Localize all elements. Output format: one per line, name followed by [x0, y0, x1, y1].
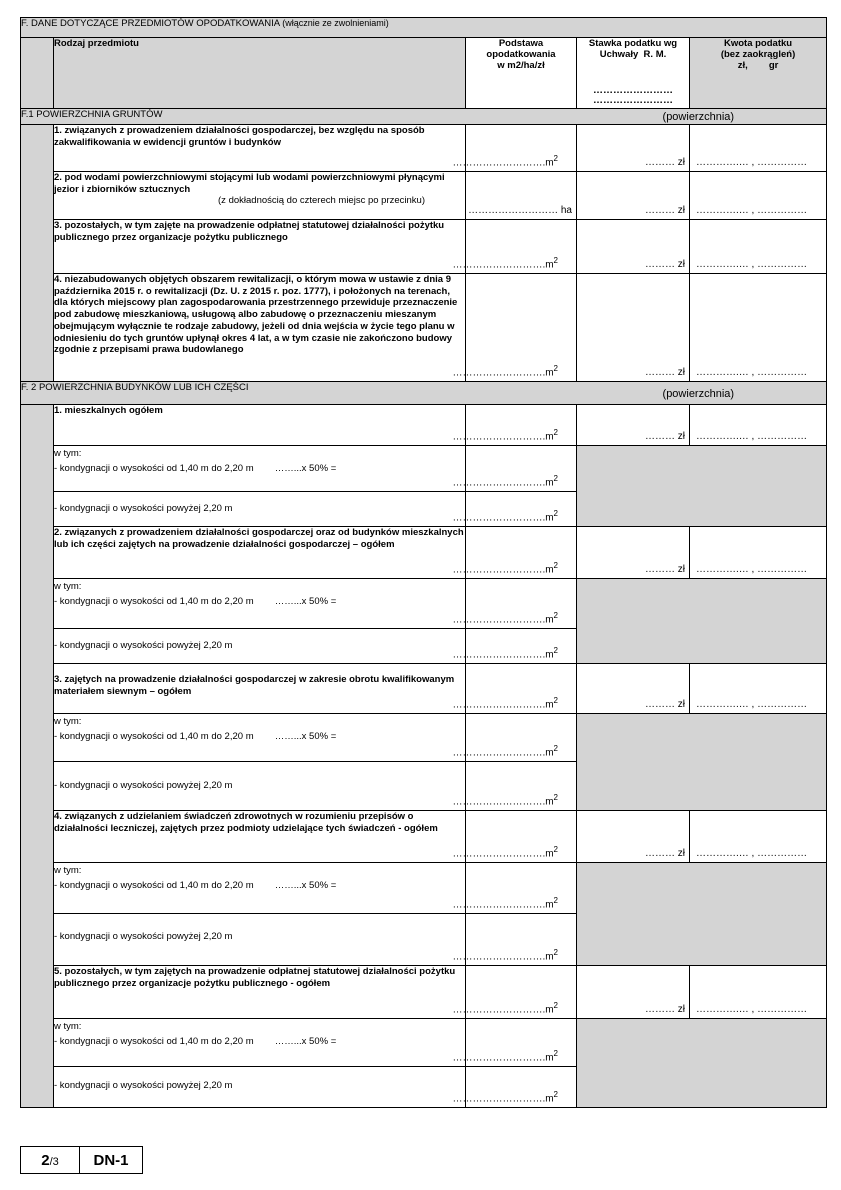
page-footer — [20, 1146, 143, 1174]
header-amount: Kwota podatku (bez zaokrągleń) zł, gr — [690, 38, 827, 109]
f2-3-low-base[interactable]: $\dots\dots\dots\dots\dots\dots\dots\dots\dots.m^2$ — [466, 714, 577, 762]
f2-3-amount[interactable]: ………….… , …………… — [690, 664, 827, 714]
header-rate: Stawka podatku wg Uchwały R. M. …………………… …………………… — [577, 38, 690, 109]
f2-1-amount[interactable]: ………….… , …………… — [690, 405, 827, 446]
f2-3-high-base[interactable]: $\dots\dots\dots\dots\dots\dots\dots\dots\dots.m^2$ — [466, 762, 577, 811]
f1-3-amount[interactable]: ………….… , …………… — [690, 220, 827, 274]
section-title: F. DANE DOTYCZĄCE PRZEDMIOTÓW OPODATKOWANIA (włącznie ze zwolnieniami) — [21, 18, 827, 38]
f2-1-base[interactable]: $\dots\dots\dots\dots\dots\dots\dots\dots\dots.m^2$ — [466, 405, 577, 446]
f2-4-low-base[interactable]: $\dots\dots\dots\dots\dots\dots\dots\dots\dots.m^2$ — [466, 863, 577, 914]
f1-row-2 — [21, 172, 827, 220]
f1-3-base[interactable]: $\dots\dots\dots\dots\dots\dots\dots\dots\dots.m^2$ — [466, 220, 577, 274]
f1-1-rate[interactable]: ……… zł — [577, 125, 690, 172]
f1-item-3: 3. pozostałych, w tym zajęte na prowadzenie odpłatnej statutowej działalności pożytku publicznego przez organizacje pożytku publicznego — [54, 220, 445, 243]
f2-1-sub-low: w tym: - kondygnacji o wysokości od 1,40 m do 2,20 m ……...x 50% = $\dots\dots\dots\dots\dots\dots\dots\dots\dots.m^2$ — [21, 446, 827, 492]
rate-dots-2: …………………… — [593, 95, 673, 106]
f1-1-amount[interactable]: ………….… , …………… — [690, 125, 827, 172]
f2-4-base[interactable]: $\dots\dots\dots\dots\dots\dots\dots\dots\dots.m^2$ — [466, 811, 577, 863]
section-subtitle: (włącznie ze zwolnieniami) — [282, 18, 389, 28]
f2-3-sub-low: w tym: - kondygnacji o wysokości od 1,40 m do 2,20 m ……...x 50% = $\dots\dots\dots\dots\dots\dots\dots\dots\dots.m^2$ — [21, 714, 827, 762]
f2-5-sub-low: w tym: - kondygnacji o wysokości od 1,40 m do 2,20 m ……...x 50% = $\dots\dots\dots\dots\dots\dots\dots\dots\dots.m^2$ — [21, 1019, 827, 1067]
f2-4-amount[interactable]: ………….… , …………… — [690, 811, 827, 863]
f2-1-sub-high: - kondygnacji o wysokości powyżej 2,20 m $\dots\dots\dots\dots\dots\dots\dots\dots\dots.m^2$ — [21, 492, 827, 527]
f2-4-high-base[interactable]: $\dots\dots\dots\dots\dots\dots\dots\dots\dots.m^2$ — [466, 914, 577, 966]
f2-5-base[interactable]: $\dots\dots\dots\dots\dots\dots\dots\dots\dots.m^2$ — [466, 966, 577, 1019]
f2-2-base[interactable]: $\dots\dots\dots\dots\dots\dots\dots\dots\dots.m^2$ — [466, 527, 577, 579]
f2-4-sub-high: - kondygnacji o wysokości powyżej 2,20 m $\dots\dots\dots\dots\dots\dots\dots\dots\dots.m^2$ — [21, 914, 827, 966]
rate-dots-1: …………………… — [593, 85, 673, 96]
f2-5-amount[interactable]: ………….… , …………… — [690, 966, 827, 1019]
f2-item-5: 5. pozostałych, w tym zajętych na prowadzenie odpłatnej statutowej działalności pożytku publicznego przez organizacje pożytku publicznego - ogółem — [54, 966, 456, 989]
f1-4-base[interactable]: $\dots\dots\dots\dots\dots\dots\dots\dots\dots.m^2$ — [466, 274, 577, 382]
f2-row-3 — [21, 664, 827, 714]
page-number: 2/3 — [21, 1147, 80, 1174]
header-base: Podstawa opodatkowania w m2/ha/zł — [466, 38, 577, 109]
f1-title: F.1 POWIERZCHNIA GRUNTÓW — [21, 109, 163, 120]
f2-4-rate[interactable]: ……… zł — [577, 811, 690, 863]
f1-item-2: 2. pod wodami powierzchniowymi stojącymi lub wodami powierzchniowymi płynącymi jezior i zbiorników sztucznych — [54, 172, 445, 195]
f2-item-4: 4. związanych z udzielaniem świadczeń zdrowotnych w rozumieniu przepisów o działalności leczniczej, zajętych przez podmioty udzielające tych świadczeń - ogółem — [54, 811, 438, 834]
f2-item-2: 2. związanych z prowadzeniem działalności gospodarczej oraz od budynków mieszkalnych lub ich części zajętych na prowadzenie działalności gospodarczej – ogółem — [54, 527, 464, 550]
f2-2-sub-high: - kondygnacji o wysokości powyżej 2,20 m $\dots\dots\dots\dots\dots\dots\dots\dots\dots.m^2$ — [21, 629, 827, 664]
f1-item-1: 1. związanych z prowadzeniem działalności gospodarczej, bez względu na sposób zakwalifikowania w ewidencji gruntów i budynków — [54, 125, 425, 148]
f2-2-amount[interactable]: ………….… , …………… — [690, 527, 827, 579]
f2-3-sub-high: - kondygnacji o wysokości powyżej 2,20 m $\dots\dots\dots\dots\dots\dots\dots\dots\dots.m^2$ — [21, 762, 827, 811]
f2-2-low-base[interactable]: $\dots\dots\dots\dots\dots\dots\dots\dots\dots.m^2$ — [466, 579, 577, 629]
f1-2-amount[interactable]: ………….… , …………… — [690, 172, 827, 220]
f1-4-rate[interactable]: ……… zł — [577, 274, 690, 382]
form-page — [20, 17, 826, 1108]
f2-row-4 — [21, 811, 827, 863]
f1-row-1 — [21, 125, 827, 172]
f1-row-4 — [21, 274, 827, 382]
f2-title: F. 2 POWIERZCHNIA BUDYNKÓW LUB ICH CZĘŚCI — [21, 382, 249, 393]
f2-row-1 — [21, 405, 827, 446]
f2-5-low-base[interactable]: $\dots\dots\dots\dots\dots\dots\dots\dots\dots.m^2$ — [466, 1019, 577, 1067]
f1-2-rate[interactable]: ……… zł — [577, 172, 690, 220]
f1-row-3 — [21, 220, 827, 274]
f2-5-sub-high: - kondygnacji o wysokości powyżej 2,20 m $\dots\dots\dots\dots\dots\dots\dots\dots\dots.m^2$ — [21, 1067, 827, 1108]
f1-note: (powierzchnia) — [662, 111, 735, 123]
f2-4-sub-low: w tym: - kondygnacji o wysokości od 1,40 m do 2,20 m ……...x 50% = $\dots\dots\dots\dots\dots\dots\dots\dots\dots.m^2$ — [21, 863, 827, 914]
f1-item-2-note: (z dokładnością do czterech miejsc po przecinku) — [218, 195, 425, 206]
f2-1-rate[interactable]: ……… zł — [577, 405, 690, 446]
f2-2-high-base[interactable]: $\dots\dots\dots\dots\dots\dots\dots\dots\dots.m^2$ — [466, 629, 577, 664]
form-code: DN-1 — [80, 1147, 143, 1174]
f1-title-row — [21, 109, 827, 125]
f2-1-low-base[interactable]: $\dots\dots\dots\dots\dots\dots\dots\dots\dots.m^2$ — [466, 446, 577, 492]
f1-3-rate[interactable]: ……… zł — [577, 220, 690, 274]
section-f-table — [20, 17, 827, 1108]
f2-title-row — [21, 382, 827, 405]
f2-2-rate[interactable]: ……… zł — [577, 527, 690, 579]
f2-item-3: 3. zajętych na prowadzenie działalności gospodarczej w zakresie obrotu kwalifikowanym materiałem siewnym – ogółem — [54, 674, 455, 697]
f1-item-4: 4. niezabudowanych objętych obszarem rewitalizacji, o którym mowa w ustawie z dnia 9 października 2015 r. o rewitalizacji (Dz. U. z 2015 r. poz. 1777), i położonych na terenach, dla których miejscowy plan zagospodarowania przestrzennego przewiduje przeznaczenie pod zabudowę mieszkaniową, usługową albo zabudowę o przeznaczeniu mieszanym obejmującym wyłącznie te rodzaje zabudowy, jeżeli od dnia wejścia w życie tego planu w odniesieniu do tych gruntów upłynął okres 4 lat, a w tym czasie nie zakończono budowy zgodnie z przepisami prawa budowlanego — [54, 274, 458, 356]
f2-row-2 — [21, 527, 827, 579]
f2-item-1: 1. mieszkalnych ogółem — [54, 405, 163, 416]
f2-2-sub-low: w tym: - kondygnacji o wysokości od 1,40 m do 2,20 m ……...x 50% = $\dots\dots\dots\dots\dots\dots\dots\dots\dots.m^2$ — [21, 579, 827, 629]
f2-5-high-base[interactable]: $\dots\dots\dots\dots\dots\dots\dots\dots\dots.m^2$ — [466, 1067, 577, 1108]
f2-3-base[interactable]: $\dots\dots\dots\dots\dots\dots\dots\dots\dots.m^2$ — [466, 664, 577, 714]
header-kind: Rodzaj przedmiotu — [54, 38, 466, 109]
f2-3-rate[interactable]: ……… zł — [577, 664, 690, 714]
f2-note: (powierzchnia) — [662, 388, 735, 400]
f1-4-amount[interactable]: ………….… , …………… — [690, 274, 827, 382]
f2-1-high-base[interactable]: $\dots\dots\dots\dots\dots\dots\dots\dots\dots.m^2$ — [466, 492, 577, 527]
f2-row-5 — [21, 966, 827, 1019]
f2-5-rate[interactable]: ……… zł — [577, 966, 690, 1019]
f1-1-base[interactable]: $\dots\dots\dots\dots\dots\dots\dots\dots\dots.m^2$ — [466, 125, 577, 172]
f1-2-base[interactable]: ……………………… ha — [466, 172, 577, 220]
